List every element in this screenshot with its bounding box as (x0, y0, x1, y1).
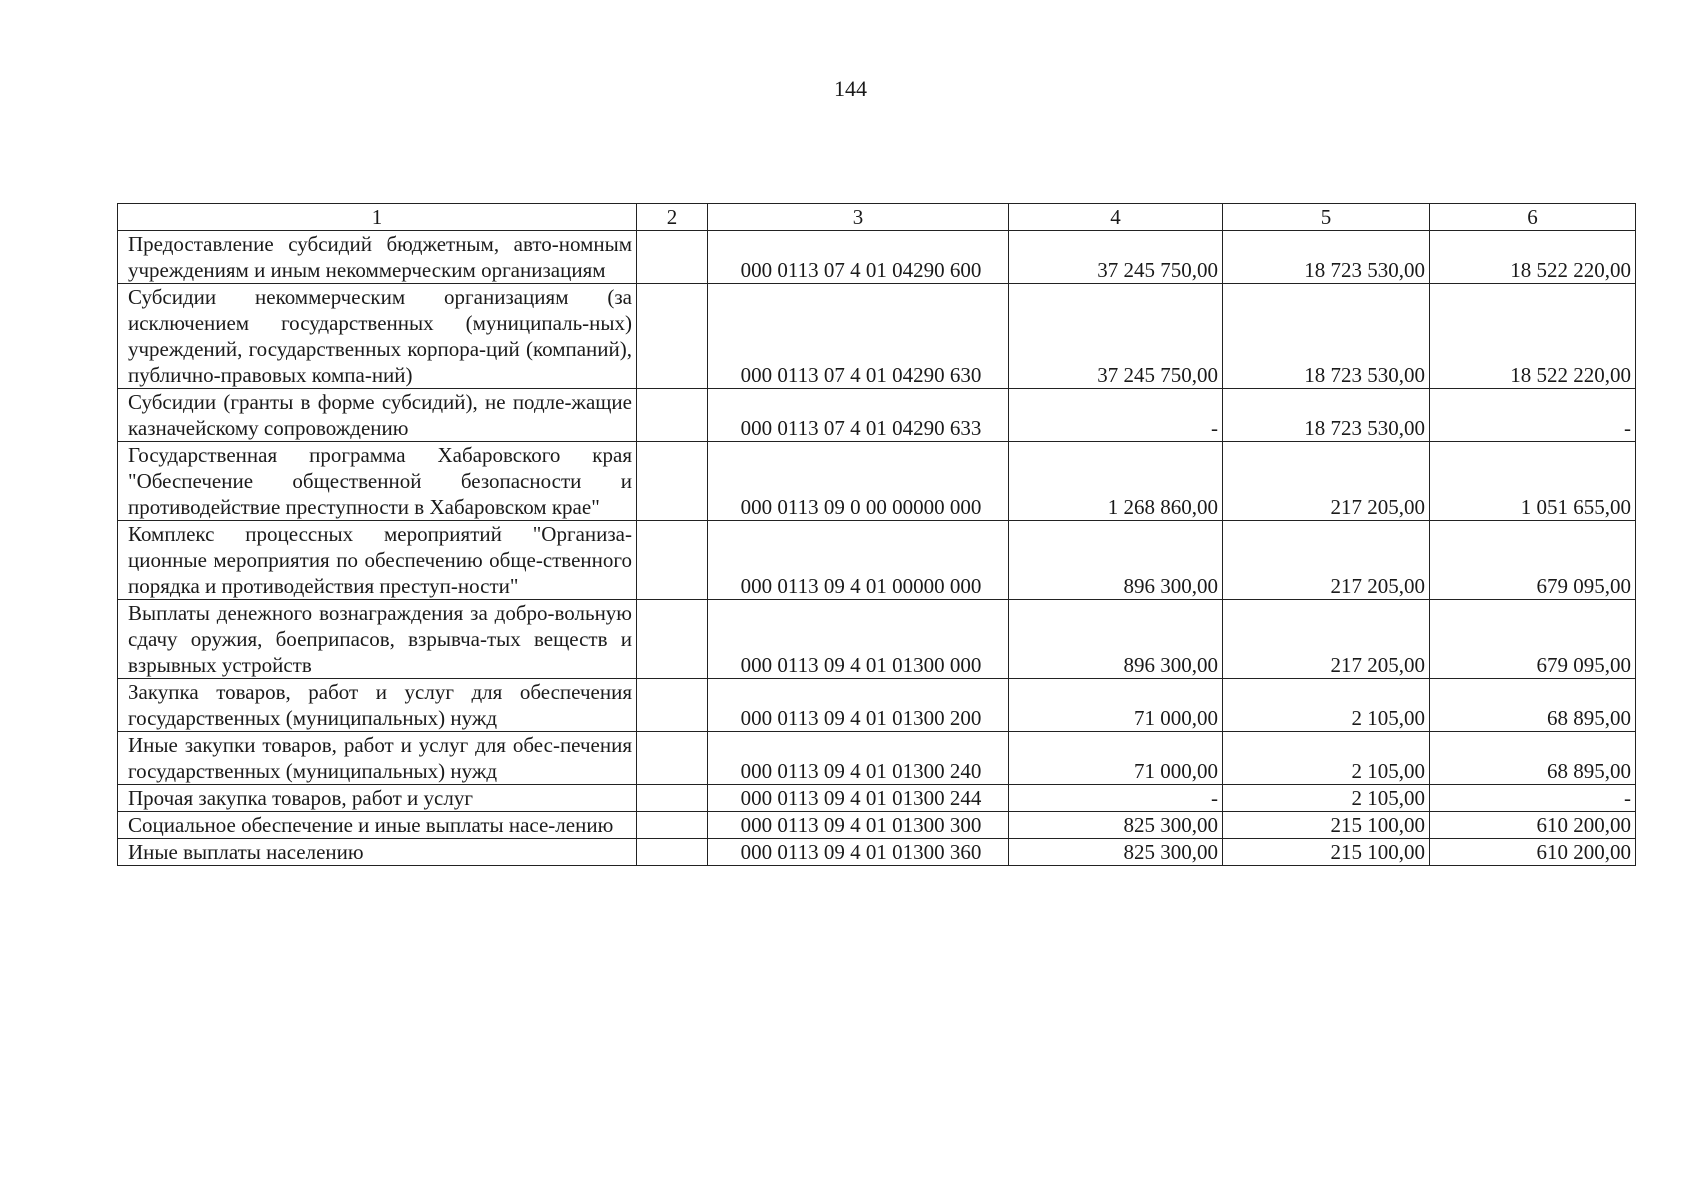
row-col2 (637, 231, 708, 284)
row-code: 000 0113 09 4 01 01300 360 (708, 839, 1009, 866)
row-name: Прочая закупка товаров, работ и услуг (118, 785, 637, 812)
row-col2 (637, 521, 708, 600)
row-name: Комплекс процессных мероприятий "Организа-ционные мероприятия по обеспечению обще-ственного порядка и противодействия преступ-ности" (118, 521, 637, 600)
row-value-col4: - (1009, 785, 1223, 812)
row-value-col6: - (1430, 785, 1636, 812)
header-row (118, 204, 1636, 231)
table-row (118, 785, 1636, 812)
row-value-col5: 217 205,00 (1223, 600, 1430, 679)
table-row (118, 839, 1636, 866)
row-name: Закупка товаров, работ и услуг для обеспечения государственных (муниципальных) нужд (118, 679, 637, 732)
row-value-col5: 18 723 530,00 (1223, 389, 1430, 442)
row-value-col5: 2 105,00 (1223, 679, 1430, 732)
table-row (118, 442, 1636, 521)
row-col2 (637, 679, 708, 732)
table-row (118, 812, 1636, 839)
row-code: 000 0113 07 4 01 04290 633 (708, 389, 1009, 442)
header-col-2: 2 (637, 204, 708, 231)
row-code: 000 0113 09 4 01 00000 000 (708, 521, 1009, 600)
row-value-col6: 679 095,00 (1430, 521, 1636, 600)
table-row (118, 231, 1636, 284)
row-value-col6: 18 522 220,00 (1430, 231, 1636, 284)
row-value-col6: 679 095,00 (1430, 600, 1636, 679)
row-value-col5: 18 723 530,00 (1223, 284, 1430, 389)
row-name: Субсидии некоммерческим организациям (за исключением государственных (муниципаль-ных) учреждений, государственных корпора-ций (компаний), публично-правовых компа-ний) (118, 284, 637, 389)
table-row (118, 679, 1636, 732)
row-value-col4: 1 268 860,00 (1009, 442, 1223, 521)
table-row (118, 732, 1636, 785)
row-value-col6: 610 200,00 (1430, 812, 1636, 839)
row-name: Выплаты денежного вознаграждения за добро-вольную сдачу оружия, боеприпасов, взрывча-тых веществ и взрывных устройств (118, 600, 637, 679)
header-col-1: 1 (118, 204, 637, 231)
header-col-5: 5 (1223, 204, 1430, 231)
table-row (118, 389, 1636, 442)
row-value-col6: 18 522 220,00 (1430, 284, 1636, 389)
row-col2 (637, 389, 708, 442)
row-col2 (637, 442, 708, 521)
row-value-col5: 2 105,00 (1223, 732, 1430, 785)
row-value-col6: 68 895,00 (1430, 732, 1636, 785)
row-col2 (637, 732, 708, 785)
row-value-col5: 215 100,00 (1223, 812, 1430, 839)
row-code: 000 0113 09 4 01 01300 000 (708, 600, 1009, 679)
row-name: Государственная программа Хабаровского края "Обеспечение общественной безопасности и противодействие преступности в Хабаровском крае" (118, 442, 637, 521)
page-number: 144 (834, 76, 867, 101)
row-name: Предоставление субсидий бюджетным, авто-номным учреждениям и иным некоммерческим организациям (118, 231, 637, 284)
row-value-col5: 2 105,00 (1223, 785, 1430, 812)
row-value-col6: - (1430, 389, 1636, 442)
row-col2 (637, 600, 708, 679)
row-col2 (637, 785, 708, 812)
row-value-col4: 896 300,00 (1009, 521, 1223, 600)
row-value-col6: 610 200,00 (1430, 839, 1636, 866)
row-value-col5: 215 100,00 (1223, 839, 1430, 866)
header-col-3: 3 (708, 204, 1009, 231)
row-value-col4: 896 300,00 (1009, 600, 1223, 679)
table-row (118, 521, 1636, 600)
row-code: 000 0113 07 4 01 04290 630 (708, 284, 1009, 389)
row-col2 (637, 839, 708, 866)
row-value-col4: - (1009, 389, 1223, 442)
row-value-col4: 825 300,00 (1009, 839, 1223, 866)
row-name: Иные выплаты населению (118, 839, 637, 866)
row-code: 000 0113 09 4 01 01300 240 (708, 732, 1009, 785)
row-value-col4: 71 000,00 (1009, 732, 1223, 785)
row-value-col4: 37 245 750,00 (1009, 231, 1223, 284)
row-name: Социальное обеспечение и иные выплаты насе-лению (118, 812, 637, 839)
row-col2 (637, 284, 708, 389)
row-code: 000 0113 09 4 01 01300 244 (708, 785, 1009, 812)
row-value-col5: 18 723 530,00 (1223, 231, 1430, 284)
row-value-col4: 825 300,00 (1009, 812, 1223, 839)
row-value-col4: 71 000,00 (1009, 679, 1223, 732)
row-code: 000 0113 09 4 01 01300 300 (708, 812, 1009, 839)
budget-table (117, 203, 1636, 866)
row-name: Иные закупки товаров, работ и услуг для обес-печения государственных (муниципальных) нужд (118, 732, 637, 785)
row-value-col6: 1 051 655,00 (1430, 442, 1636, 521)
row-value-col6: 68 895,00 (1430, 679, 1636, 732)
row-col2 (637, 812, 708, 839)
row-code: 000 0113 09 4 01 01300 200 (708, 679, 1009, 732)
header-col-6: 6 (1430, 204, 1636, 231)
row-name: Субсидии (гранты в форме субсидий), не подле-жащие казначейскому сопровождению (118, 389, 637, 442)
row-code: 000 0113 09 0 00 00000 000 (708, 442, 1009, 521)
table-row (118, 600, 1636, 679)
row-value-col5: 217 205,00 (1223, 521, 1430, 600)
row-value-col5: 217 205,00 (1223, 442, 1430, 521)
table-row (118, 284, 1636, 389)
header-col-4: 4 (1009, 204, 1223, 231)
row-value-col4: 37 245 750,00 (1009, 284, 1223, 389)
row-code: 000 0113 07 4 01 04290 600 (708, 231, 1009, 284)
